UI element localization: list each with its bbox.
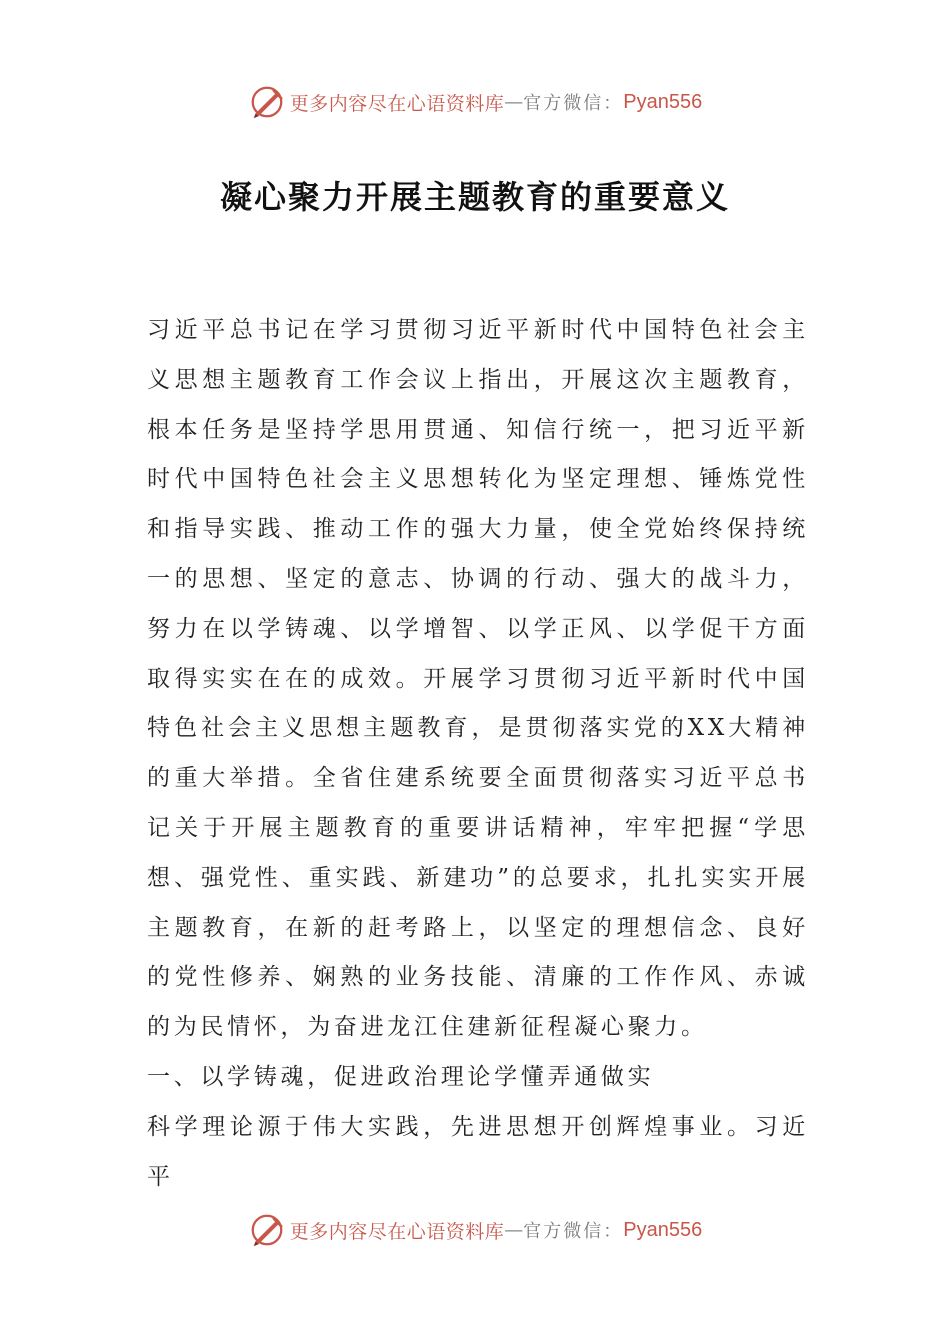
pen-logo-icon bbox=[248, 1211, 286, 1249]
watermark-main-text: 更多内容尽在心语资料库 bbox=[289, 1220, 505, 1243]
watermark-wechat-label: 官方微信： bbox=[523, 93, 624, 114]
watermark-wechat-id: Pyan556 bbox=[623, 1218, 703, 1241]
footer-watermark bbox=[0, 1210, 950, 1250]
header-watermark bbox=[0, 82, 950, 122]
watermark-wechat-id: Pyan556 bbox=[623, 90, 703, 113]
document-body bbox=[147, 306, 809, 1202]
watermark-separator: — bbox=[504, 91, 524, 113]
body-paragraph-section-1: 科学理论源于伟大实践，先进思想开创辉煌事业。习近平 bbox=[147, 1113, 809, 1190]
document-title: 凝心聚力开展主题教育的重要意义 bbox=[219, 178, 730, 216]
watermark-main-text: 更多内容尽在心语资料库 bbox=[289, 92, 505, 115]
section-heading-1: 一、以学铸魂，促进政治理论学懂弄通做实 bbox=[147, 1063, 655, 1090]
body-paragraph-intro: 习近平总书记在学习贯彻习近平新时代中国特色社会主义思想主题教育工作会议上指出，开展这次主题教育，根本任务是坚持学思用贯通、知信行统一，把习近平新时代中国特色社会主义思想转化为坚定理想、锤炼党性和指导实践、推动工作的强大力量，使全党始终保持统一的思想、坚定的意志、协调的行动、强大的战斗力，努力在以学铸魂、以学增智、以学正风、以学促干方面取得实实在在的成效。开展学习贯彻习近平新时代中国特色社会主义思想主题教育，是贯彻落实党的XX大精神的重大举措。全省住建系统要全面贯彻落实习近平总书记关于开展主题教育的重要讲话精神，牢牢把握“学思想、强党性、重实践、新建功”的总要求，扎扎实实开展主题教育，在新的赶考路上，以坚定的理想信念、良好的党性修养、娴熟的业务技能、清廉的工作作风、赤诚的为民情怀，为奋进龙江住建新征程凝心聚力。 bbox=[147, 317, 809, 1041]
watermark-separator: — bbox=[504, 1219, 524, 1241]
watermark-wechat-label: 官方微信： bbox=[523, 1221, 624, 1242]
pen-logo-icon bbox=[248, 83, 286, 121]
